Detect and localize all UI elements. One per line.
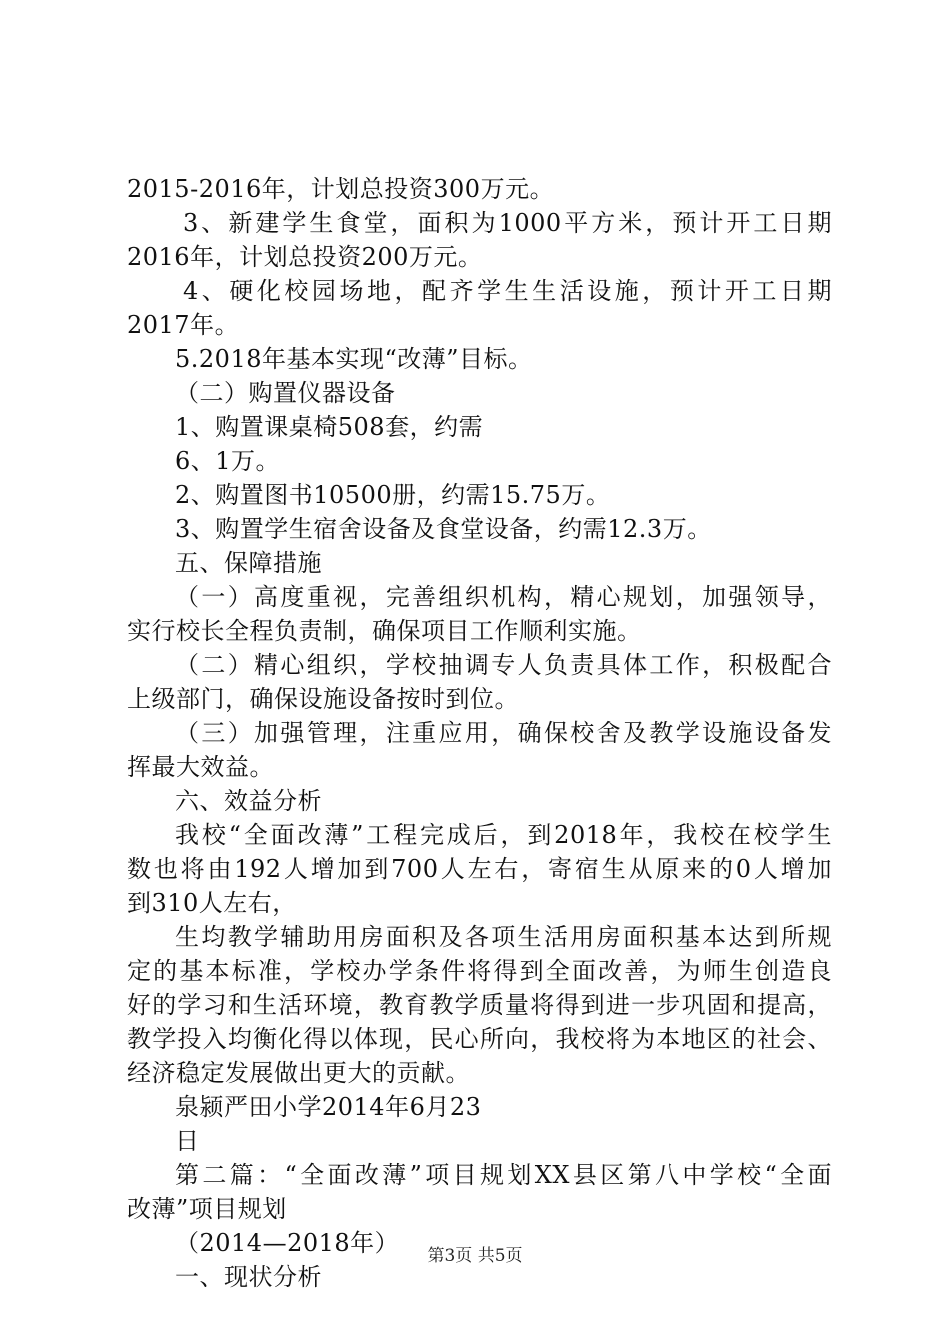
text-line: 3、新建学生食堂，面积为1000平方米，预计开工日期 xyxy=(183,209,832,237)
text-line: 2017年。 xyxy=(127,311,240,339)
section-heading: 改薄”项目规划 xyxy=(127,1195,287,1223)
text-line: 6、1万。 xyxy=(175,447,281,475)
text-line: 挥最大效益。 xyxy=(127,753,274,781)
text-line: （二）精心组织，学校抽调专人负责具体工作，积极配合 xyxy=(175,651,832,679)
text-line: 经济稳定发展做出更大的贡献。 xyxy=(127,1059,470,1087)
section-heading: 五、保障措施 xyxy=(175,549,322,577)
text-line: （一）高度重视，完善组织机构，精心规划，加强领导， xyxy=(175,583,832,611)
text-line: 2、购置图书10500册，约需15.75万。 xyxy=(175,481,611,509)
text-line: 5.2018年基本实现“改薄”目标。 xyxy=(175,345,533,373)
section-heading: 六、效益分析 xyxy=(175,787,322,815)
text-line: （2014—2018年） xyxy=(175,1229,400,1257)
section-heading: （二）购置仪器设备 xyxy=(175,379,396,407)
text-line: 生均教学辅助用房面积及各项生活用房面积基本达到所规 xyxy=(175,923,832,951)
text-line: 定的基本标准，学校办学条件将得到全面改善，为师生创造良 xyxy=(127,957,832,985)
document-body xyxy=(127,172,832,1294)
signature-line: 泉颍严田小学2014年6月23 xyxy=(175,1093,482,1121)
text-line: 到310人左右， xyxy=(127,889,297,917)
signature-line: 日 xyxy=(175,1127,200,1155)
text-line: 教学投入均衡化得以体现，民心所向，我校将为本地区的社会、 xyxy=(127,1025,832,1053)
text-line: （三）加强管理，注重应用，确保校舍及教学设施设备发 xyxy=(175,719,832,747)
text-line: 4、硬化校园场地，配齐学生生活设施，预计开工日期 xyxy=(183,277,832,305)
text-line: 3、购置学生宿舍设备及食堂设备，约需12.3万。 xyxy=(175,515,712,543)
text-line: 上级部门，确保设施设备按时到位。 xyxy=(127,685,519,713)
text-line: 我校“全面改薄”工程完成后，到2018年，我校在校学生 xyxy=(175,821,832,849)
section-heading: 第二篇：“全面改薄”项目规划XX县区第八中学校“全面 xyxy=(175,1161,832,1189)
text-line: 数也将由192人增加到700人左右，寄宿生从原来的0人增加 xyxy=(127,855,832,883)
text-line: 实行校长全程负责制，确保项目工作顺利实施。 xyxy=(127,617,642,645)
text-line: 2015-2016年，计划总投资300万元。 xyxy=(127,175,555,203)
text-line: 好的学习和生活环境，教育教学质量将得到进一步巩固和提高， xyxy=(127,991,832,1019)
page-number: 第3页 共5页 xyxy=(427,1246,523,1266)
section-heading: 一、现状分析 xyxy=(175,1263,322,1291)
text-line: 1、购置课桌椅508套，约需 xyxy=(175,413,484,441)
text-line: 2016年，计划总投资200万元。 xyxy=(127,243,483,271)
